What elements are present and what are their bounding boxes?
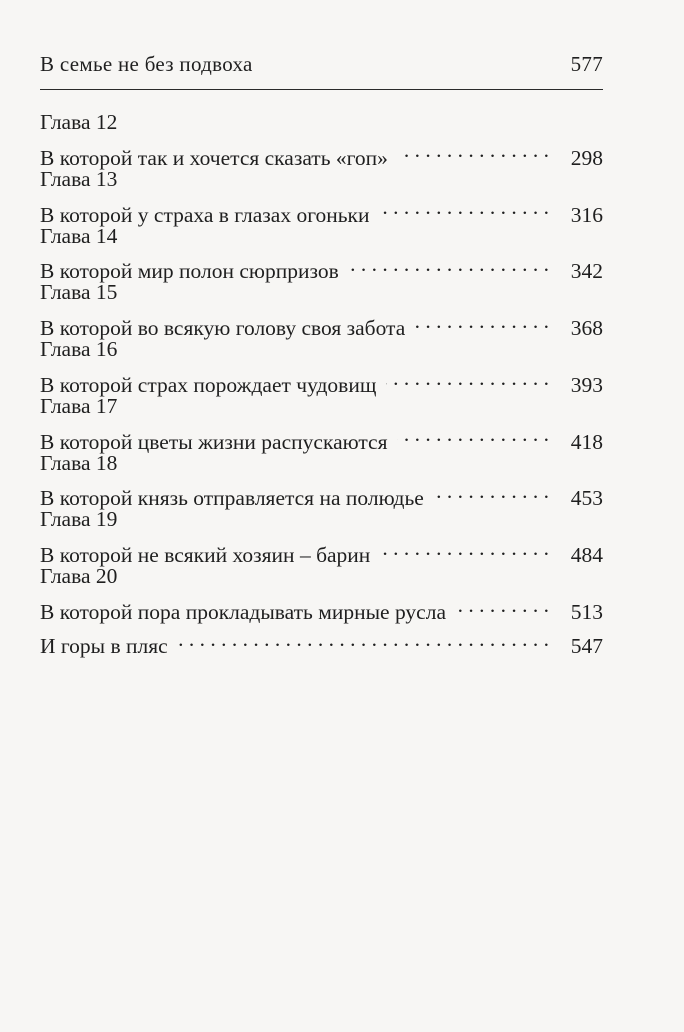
toc-entry bbox=[40, 193, 603, 227]
toc-entry-page: 342 bbox=[570, 259, 603, 284]
toc-entry-page: 393 bbox=[570, 372, 603, 397]
running-head-title: В семье не без подвоха bbox=[40, 52, 253, 76]
toc-entry bbox=[40, 364, 603, 397]
toc-entry bbox=[40, 420, 603, 454]
toc-entry-title: В которой во всякую голову своя забота bbox=[40, 316, 406, 341]
toc-entry-title: И горы в пляс bbox=[40, 634, 168, 659]
chapter-heading: Глава 19 bbox=[40, 507, 118, 532]
table-of-contents bbox=[40, 108, 603, 659]
toc-entry bbox=[40, 534, 603, 568]
dot-leader bbox=[397, 420, 549, 448]
toc-entry-title: В которой не всякий хозяин – барин bbox=[40, 543, 371, 568]
dot-leader bbox=[456, 591, 549, 619]
toc-entry-title: В которой цветы жизни распускаются bbox=[40, 429, 388, 454]
chapter-heading: Глава 18 bbox=[40, 450, 118, 475]
chapter-heading: Глава 17 bbox=[40, 393, 118, 418]
dot-leader bbox=[349, 250, 549, 278]
toc-entry-title: В которой страх порождает чудовищ bbox=[40, 372, 377, 397]
chapter-heading: Глава 20 bbox=[40, 564, 118, 589]
toc-entry bbox=[40, 307, 603, 341]
dot-leader bbox=[380, 193, 549, 221]
toc-entry-page: 513 bbox=[570, 600, 603, 625]
toc-entry bbox=[40, 477, 603, 511]
running-head bbox=[40, 52, 603, 92]
toc-entry-page: 418 bbox=[570, 429, 603, 454]
chapter-heading: Глава 14 bbox=[40, 223, 118, 248]
chapter-heading: Глава 12 bbox=[40, 110, 118, 134]
toc-entry-page: 484 bbox=[570, 543, 603, 568]
dot-leader bbox=[434, 477, 549, 505]
toc-entry-title: В которой князь отправляется на полюдье bbox=[40, 486, 424, 511]
toc-entry-title: В которой у страха в глазах огоньки bbox=[40, 202, 370, 227]
dot-leader bbox=[386, 364, 549, 392]
chapter-heading: Глава 15 bbox=[40, 280, 118, 305]
dot-leader bbox=[380, 534, 549, 562]
chapter-heading: Глава 13 bbox=[40, 166, 118, 191]
toc-entry-epilogue bbox=[40, 625, 603, 659]
toc-entry bbox=[40, 136, 603, 170]
chapter-heading: Глава 16 bbox=[40, 337, 118, 362]
toc-entry-title: В которой так и хочется сказать «гоп» bbox=[40, 145, 388, 170]
toc-entry-title: В которой мир полон сюрпризов bbox=[40, 259, 339, 284]
toc-entry-title: В которой пора прокладывать мирные русла bbox=[40, 600, 447, 625]
dot-leader bbox=[398, 136, 549, 164]
dot-leader bbox=[178, 625, 549, 653]
toc-entry-page: 368 bbox=[570, 316, 603, 341]
header-rule bbox=[40, 89, 603, 90]
toc-entry-page: 547 bbox=[570, 634, 603, 659]
toc-entry-page: 453 bbox=[570, 486, 603, 511]
toc-entry-page: 298 bbox=[570, 145, 603, 170]
dot-leader bbox=[415, 307, 549, 335]
running-head-page-number: 577 bbox=[570, 52, 603, 76]
toc-entry-page: 316 bbox=[570, 202, 603, 227]
toc-entry bbox=[40, 591, 603, 625]
toc-entry bbox=[40, 250, 603, 284]
